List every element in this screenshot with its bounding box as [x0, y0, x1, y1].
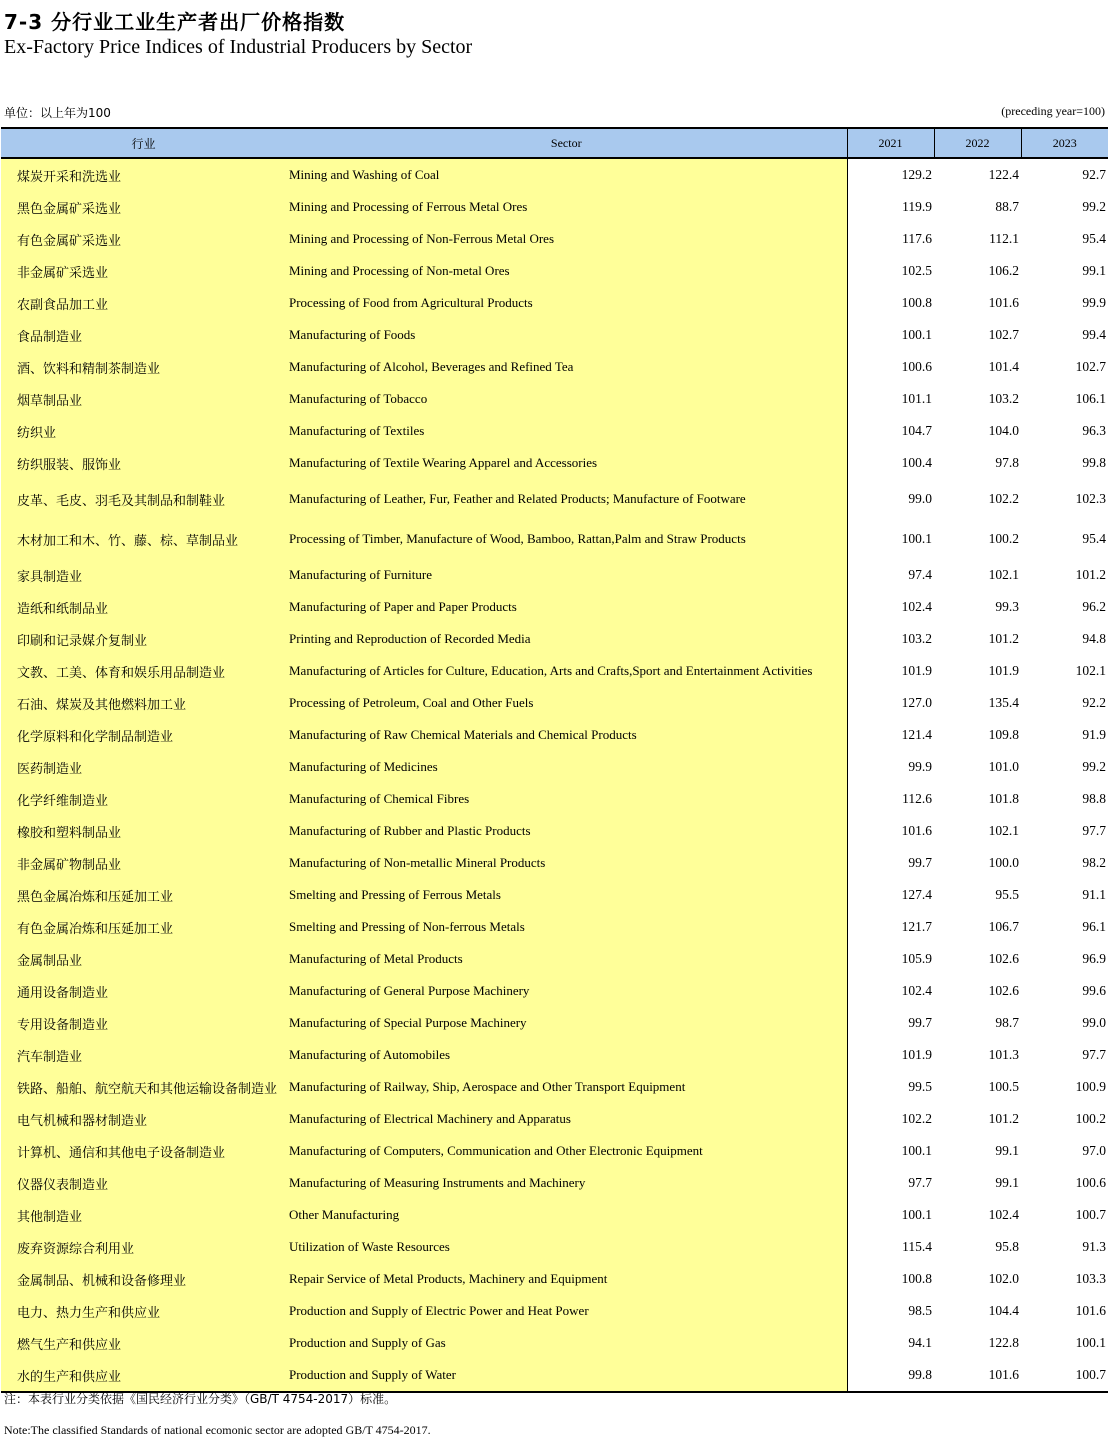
table-row: [1, 591, 1108, 623]
sector-name-en: Manufacturing of Computers, Communication and Other Electronic Equipment: [286, 1135, 847, 1167]
value-2023: 99.1: [1082, 263, 1106, 278]
value-2023: 99.2: [1082, 759, 1106, 774]
value-2022: 101.9: [988, 663, 1019, 678]
value-2021: 99.7: [847, 1007, 934, 1039]
sector-name-cn: 水的生产和供应业: [1, 1359, 286, 1392]
value-2023: 91.3: [1082, 1239, 1106, 1254]
value-2021: 129.2: [847, 158, 934, 191]
value-2022: 104.0: [988, 423, 1019, 438]
sector-name-en: Manufacturing of Paper and Paper Products: [286, 591, 847, 623]
sector-name-en: Manufacturing of Articles for Culture, Education, Arts and Crafts,Sport and Entertainment Activities: [286, 655, 847, 687]
table-row: [1, 191, 1108, 223]
value-2021: 100.1: [847, 1135, 934, 1167]
page-title-cn: 7-3 分行业工业生产者出厂价格指数: [4, 10, 346, 34]
sector-name-en: Production and Supply of Electric Power and Heat Power: [286, 1295, 847, 1327]
sector-name-cn: 酒、饮料和精制茶制造业: [1, 351, 286, 383]
sector-name-cn: 非金属矿采选业: [1, 255, 286, 287]
value-2021: 99.7: [847, 847, 934, 879]
value-2023: 100.1: [1075, 1335, 1106, 1350]
value-2023: 99.6: [1082, 983, 1106, 998]
sector-name-cn: 皮革、毛皮、羽毛及其制品和制鞋业: [1, 479, 286, 519]
value-2023: 100.2: [1075, 1111, 1106, 1126]
sector-name-en: Manufacturing of Medicines: [286, 751, 847, 783]
value-2022: 102.6: [988, 951, 1019, 966]
value-2023: 102.3: [1075, 491, 1106, 506]
sector-name-en: Processing of Timber, Manufacture of Wood, Bamboo, Rattan,Palm and Straw Products: [286, 519, 847, 559]
value-2022: 95.5: [995, 887, 1019, 902]
sector-name-en: Manufacturing of Electrical Machinery and Apparatus: [286, 1103, 847, 1135]
value-2022: 99.1: [995, 1175, 1019, 1190]
sector-name-cn: 金属制品业: [1, 943, 286, 975]
table-row: [1, 158, 1108, 191]
table-row: [1, 383, 1108, 415]
value-2021: 101.1: [847, 383, 934, 415]
header-sector-en: Sector: [286, 128, 847, 158]
sector-name-cn: 石油、煤炭及其他燃料加工业: [1, 687, 286, 719]
value-2021: 99.9: [847, 751, 934, 783]
value-2021: 102.4: [847, 591, 934, 623]
value-2023: 92.2: [1082, 695, 1106, 710]
value-2022: 102.0: [988, 1271, 1019, 1286]
unit-label-cn: 单位：以上年为100: [4, 106, 111, 120]
value-2021: 112.6: [847, 783, 934, 815]
table-row: [1, 975, 1108, 1007]
value-2021: 104.7: [847, 415, 934, 447]
value-2021: 101.6: [847, 815, 934, 847]
value-2021: 98.5: [847, 1295, 934, 1327]
value-2022: 122.4: [988, 167, 1019, 182]
value-2023: 100.6: [1075, 1175, 1106, 1190]
value-2023: 106.1: [1075, 391, 1106, 406]
value-2023: 97.7: [1082, 823, 1106, 838]
sector-name-en: Manufacturing of Textiles: [286, 415, 847, 447]
sector-name-cn: 印刷和记录媒介复制业: [1, 623, 286, 655]
table-row: [1, 911, 1108, 943]
header-sector-cn: 行业: [1, 128, 286, 158]
table-row: [1, 1167, 1108, 1199]
value-2022: 98.7: [995, 1015, 1019, 1030]
value-2022: 97.8: [995, 455, 1019, 470]
sector-name-en: Repair Service of Metal Products, Machinery and Equipment: [286, 1263, 847, 1295]
value-2022: 101.0: [988, 759, 1019, 774]
value-2022: 101.2: [988, 631, 1019, 646]
value-2023: 96.9: [1082, 951, 1106, 966]
value-2022: 102.2: [988, 491, 1019, 506]
sector-name-en: Manufacturing of General Purpose Machinery: [286, 975, 847, 1007]
sector-name-cn: 燃气生产和供应业: [1, 1327, 286, 1359]
table-row: [1, 287, 1108, 319]
value-2023: 95.4: [1082, 231, 1106, 246]
sector-name-en: Manufacturing of Foods: [286, 319, 847, 351]
sector-name-cn: 家具制造业: [1, 559, 286, 591]
sector-name-en: Production and Supply of Water: [286, 1359, 847, 1392]
table-header-row: [1, 128, 1108, 158]
sector-name-cn: 纺织服装、服饰业: [1, 447, 286, 479]
table-row: [1, 1199, 1108, 1231]
sector-name-en: Production and Supply of Gas: [286, 1327, 847, 1359]
value-2023: 99.8: [1082, 455, 1106, 470]
table-row: [1, 1231, 1108, 1263]
value-2021: 103.2: [847, 623, 934, 655]
value-2021: 115.4: [847, 1231, 934, 1263]
table-row: [1, 1327, 1108, 1359]
value-2022: 101.8: [988, 791, 1019, 806]
value-2022: 122.8: [988, 1335, 1019, 1350]
sector-name-cn: 农副食品加工业: [1, 287, 286, 319]
sector-name-en: Other Manufacturing: [286, 1199, 847, 1231]
sector-name-en: Processing of Food from Agricultural Products: [286, 287, 847, 319]
table-body: [1, 158, 1108, 1392]
value-2023: 96.2: [1082, 599, 1106, 614]
value-2023: 100.7: [1075, 1207, 1106, 1222]
value-2022: 112.1: [989, 231, 1019, 246]
sector-name-cn: 文教、工美、体育和娱乐用品制造业: [1, 655, 286, 687]
value-2021: 105.9: [847, 943, 934, 975]
value-2023: 97.0: [1082, 1143, 1106, 1158]
table-row: [1, 519, 1108, 559]
table-row: [1, 1135, 1108, 1167]
value-2023: 97.7: [1082, 1047, 1106, 1062]
sector-name-en: Smelting and Pressing of Non-ferrous Metals: [286, 911, 847, 943]
sector-name-en: Manufacturing of Alcohol, Beverages and Refined Tea: [286, 351, 847, 383]
sector-name-en: Manufacturing of Furniture: [286, 559, 847, 591]
table-row: [1, 623, 1108, 655]
value-2021: 101.9: [847, 655, 934, 687]
sector-name-cn: 化学纤维制造业: [1, 783, 286, 815]
sector-name-en: Manufacturing of Measuring Instruments and Machinery: [286, 1167, 847, 1199]
sector-name-cn: 食品制造业: [1, 319, 286, 351]
value-2021: 119.9: [847, 191, 934, 223]
sector-name-cn: 烟草制品业: [1, 383, 286, 415]
value-2021: 100.8: [847, 287, 934, 319]
value-2022: 95.8: [995, 1239, 1019, 1254]
value-2022: 102.1: [988, 567, 1019, 582]
sector-name-cn: 木材加工和木、竹、藤、棕、草制品业: [1, 519, 286, 559]
value-2022: 99.3: [995, 599, 1019, 614]
sector-name-en: Mining and Washing of Coal: [286, 158, 847, 191]
table-row: [1, 879, 1108, 911]
value-2021: 121.4: [847, 719, 934, 751]
table-row: [1, 1103, 1108, 1135]
sector-name-cn: 通用设备制造业: [1, 975, 286, 1007]
sector-name-cn: 有色金属矿采选业: [1, 223, 286, 255]
value-2021: 97.4: [847, 559, 934, 591]
value-2023: 102.1: [1075, 663, 1106, 678]
table-row: [1, 1263, 1108, 1295]
header-year-2023: 2023: [1021, 128, 1108, 158]
value-2022: 100.2: [988, 531, 1019, 546]
sector-name-en: Processing of Petroleum, Coal and Other Fuels: [286, 687, 847, 719]
value-2023: 102.7: [1075, 359, 1106, 374]
table-row: [1, 847, 1108, 879]
price-index-table: [1, 127, 1108, 1393]
value-2021: 121.7: [847, 911, 934, 943]
table-row: [1, 783, 1108, 815]
sector-name-cn: 电力、热力生产和供应业: [1, 1295, 286, 1327]
value-2021: 100.1: [847, 319, 934, 351]
sector-name-en: Manufacturing of Rubber and Plastic Products: [286, 815, 847, 847]
value-2022: 88.7: [995, 199, 1019, 214]
sector-name-en: Manufacturing of Railway, Ship, Aerospace and Other Transport Equipment: [286, 1071, 847, 1103]
value-2022: 102.7: [988, 327, 1019, 342]
value-2022: 99.1: [995, 1143, 1019, 1158]
table-row: [1, 1295, 1108, 1327]
table-row: [1, 447, 1108, 479]
sector-name-cn: 其他制造业: [1, 1199, 286, 1231]
table-row: [1, 223, 1108, 255]
table-row: [1, 719, 1108, 751]
value-2023: 100.9: [1075, 1079, 1106, 1094]
value-2022: 135.4: [988, 695, 1019, 710]
sector-name-cn: 金属制品、机械和设备修理业: [1, 1263, 286, 1295]
value-2021: 100.4: [847, 447, 934, 479]
value-2022: 101.6: [934, 1359, 1021, 1392]
sector-name-en: Manufacturing of Raw Chemical Materials and Chemical Products: [286, 719, 847, 751]
value-2022: 102.1: [988, 823, 1019, 838]
table-row: [1, 655, 1108, 687]
sector-name-cn: 医药制造业: [1, 751, 286, 783]
unit-label-en: (preceding year=100): [1001, 104, 1105, 118]
value-2023: 99.4: [1082, 327, 1106, 342]
value-2023: 91.1: [1082, 887, 1106, 902]
value-2021: 127.0: [847, 687, 934, 719]
value-2022: 102.4: [988, 1207, 1019, 1222]
value-2021: 99.5: [847, 1071, 934, 1103]
sector-name-cn: 废弃资源综合利用业: [1, 1231, 286, 1263]
value-2022: 101.4: [988, 359, 1019, 374]
value-2021: 100.1: [847, 519, 934, 559]
table-row: [1, 943, 1108, 975]
sector-name-en: Manufacturing of Metal Products: [286, 943, 847, 975]
value-2021: 99.8: [847, 1359, 934, 1392]
value-2021: 117.6: [847, 223, 934, 255]
value-2021: 94.1: [847, 1327, 934, 1359]
value-2023: 98.8: [1082, 791, 1106, 806]
sector-name-cn: 专用设备制造业: [1, 1007, 286, 1039]
sector-name-cn: 化学原料和化学制品制造业: [1, 719, 286, 751]
value-2021: 102.5: [847, 255, 934, 287]
sector-name-en: Manufacturing of Automobiles: [286, 1039, 847, 1071]
value-2023: 94.8: [1082, 631, 1106, 646]
value-2021: 97.7: [847, 1167, 934, 1199]
sector-name-en: Mining and Processing of Non-metal Ores: [286, 255, 847, 287]
value-2023: 98.2: [1082, 855, 1106, 870]
value-2022: 101.2: [988, 1111, 1019, 1126]
footnote-en: Note:The classified Standards of national ecomonic sector are adopted GB/T 4754-2017.: [4, 1423, 431, 1437]
value-2023: 100.7: [1021, 1359, 1108, 1392]
sector-name-cn: 电气机械和器材制造业: [1, 1103, 286, 1135]
value-2023: 101.6: [1075, 1303, 1106, 1318]
value-2022: 109.8: [988, 727, 1019, 742]
value-2022: 101.3: [988, 1047, 1019, 1062]
sector-name-en: Utilization of Waste Resources: [286, 1231, 847, 1263]
table-row: [1, 1007, 1108, 1039]
value-2022: 106.2: [988, 263, 1019, 278]
value-2022: 100.5: [988, 1079, 1019, 1094]
sector-name-cn: 黑色金属冶炼和压延加工业: [1, 879, 286, 911]
sector-name-cn: 纺织业: [1, 415, 286, 447]
sector-name-cn: 铁路、船舶、航空航天和其他运输设备制造业: [1, 1071, 286, 1103]
value-2023: 99.0: [1082, 1015, 1106, 1030]
sector-name-en: Smelting and Pressing of Ferrous Metals: [286, 879, 847, 911]
table-row: [1, 687, 1108, 719]
value-2023: 99.2: [1082, 199, 1106, 214]
page-title-en: Ex-Factory Price Indices of Industrial Producers by Sector: [4, 36, 473, 58]
value-2021: 99.0: [847, 479, 934, 519]
value-2023: 95.4: [1082, 531, 1106, 546]
value-2023: 99.9: [1082, 295, 1106, 310]
value-2022: 100.0: [988, 855, 1019, 870]
value-2023: 96.3: [1082, 423, 1106, 438]
footnote-cn: 注：本表行业分类依据《国民经济行业分类》（GB/T 4754-2017）标准。: [4, 1392, 397, 1406]
value-2022: 104.4: [988, 1303, 1019, 1318]
value-2021: 102.2: [847, 1103, 934, 1135]
value-2023: 103.3: [1075, 1271, 1106, 1286]
header-year-2021: 2021: [847, 128, 934, 158]
table-row: [1, 1071, 1108, 1103]
sector-name-en: Manufacturing of Tobacco: [286, 383, 847, 415]
sector-name-cn: 橡胶和塑料制品业: [1, 815, 286, 847]
sector-name-en: Manufacturing of Chemical Fibres: [286, 783, 847, 815]
sector-name-cn: 汽车制造业: [1, 1039, 286, 1071]
sector-name-cn: 计算机、通信和其他电子设备制造业: [1, 1135, 286, 1167]
value-2022: 101.6: [988, 295, 1019, 310]
sector-name-cn: 黑色金属矿采选业: [1, 191, 286, 223]
table-row: [1, 479, 1108, 519]
value-2021: 101.9: [847, 1039, 934, 1071]
table-row: [1, 255, 1108, 287]
value-2022: 106.7: [988, 919, 1019, 934]
sector-name-en: Manufacturing of Non-metallic Mineral Products: [286, 847, 847, 879]
sector-name-en: Mining and Processing of Ferrous Metal Ores: [286, 191, 847, 223]
sector-name-cn: 非金属矿物制品业: [1, 847, 286, 879]
header-year-2022: 2022: [934, 128, 1021, 158]
sector-name-en: Mining and Processing of Non-Ferrous Metal Ores: [286, 223, 847, 255]
sector-name-cn: 仪器仪表制造业: [1, 1167, 286, 1199]
value-2023: 92.7: [1082, 167, 1106, 182]
value-2021: 102.4: [847, 975, 934, 1007]
table-row: [1, 351, 1108, 383]
value-2021: 100.1: [847, 1199, 934, 1231]
table-row: [1, 751, 1108, 783]
value-2021: 100.6: [847, 351, 934, 383]
value-2021: 127.4: [847, 879, 934, 911]
value-2022: 102.6: [988, 983, 1019, 998]
table-row: [1, 559, 1108, 591]
table-row: [1, 1359, 1108, 1392]
sector-name-en: Printing and Reproduction of Recorded Media: [286, 623, 847, 655]
sector-name-cn: 有色金属冶炼和压延加工业: [1, 911, 286, 943]
value-2021: 100.8: [847, 1263, 934, 1295]
value-2023: 91.9: [1082, 727, 1106, 742]
sector-name-cn: 造纸和纸制品业: [1, 591, 286, 623]
table-row: [1, 319, 1108, 351]
table-row: [1, 815, 1108, 847]
table-row: [1, 415, 1108, 447]
sector-name-en: Manufacturing of Textile Wearing Apparel and Accessories: [286, 447, 847, 479]
value-2023: 96.1: [1082, 919, 1106, 934]
sector-name-en: Manufacturing of Special Purpose Machinery: [286, 1007, 847, 1039]
table-row: [1, 1039, 1108, 1071]
sector-name-cn: 煤炭开采和洗选业: [1, 158, 286, 191]
value-2023: 101.2: [1075, 567, 1106, 582]
sector-name-en: Manufacturing of Leather, Fur, Feather and Related Products; Manufacture of Footware: [286, 479, 847, 519]
value-2022: 103.2: [988, 391, 1019, 406]
